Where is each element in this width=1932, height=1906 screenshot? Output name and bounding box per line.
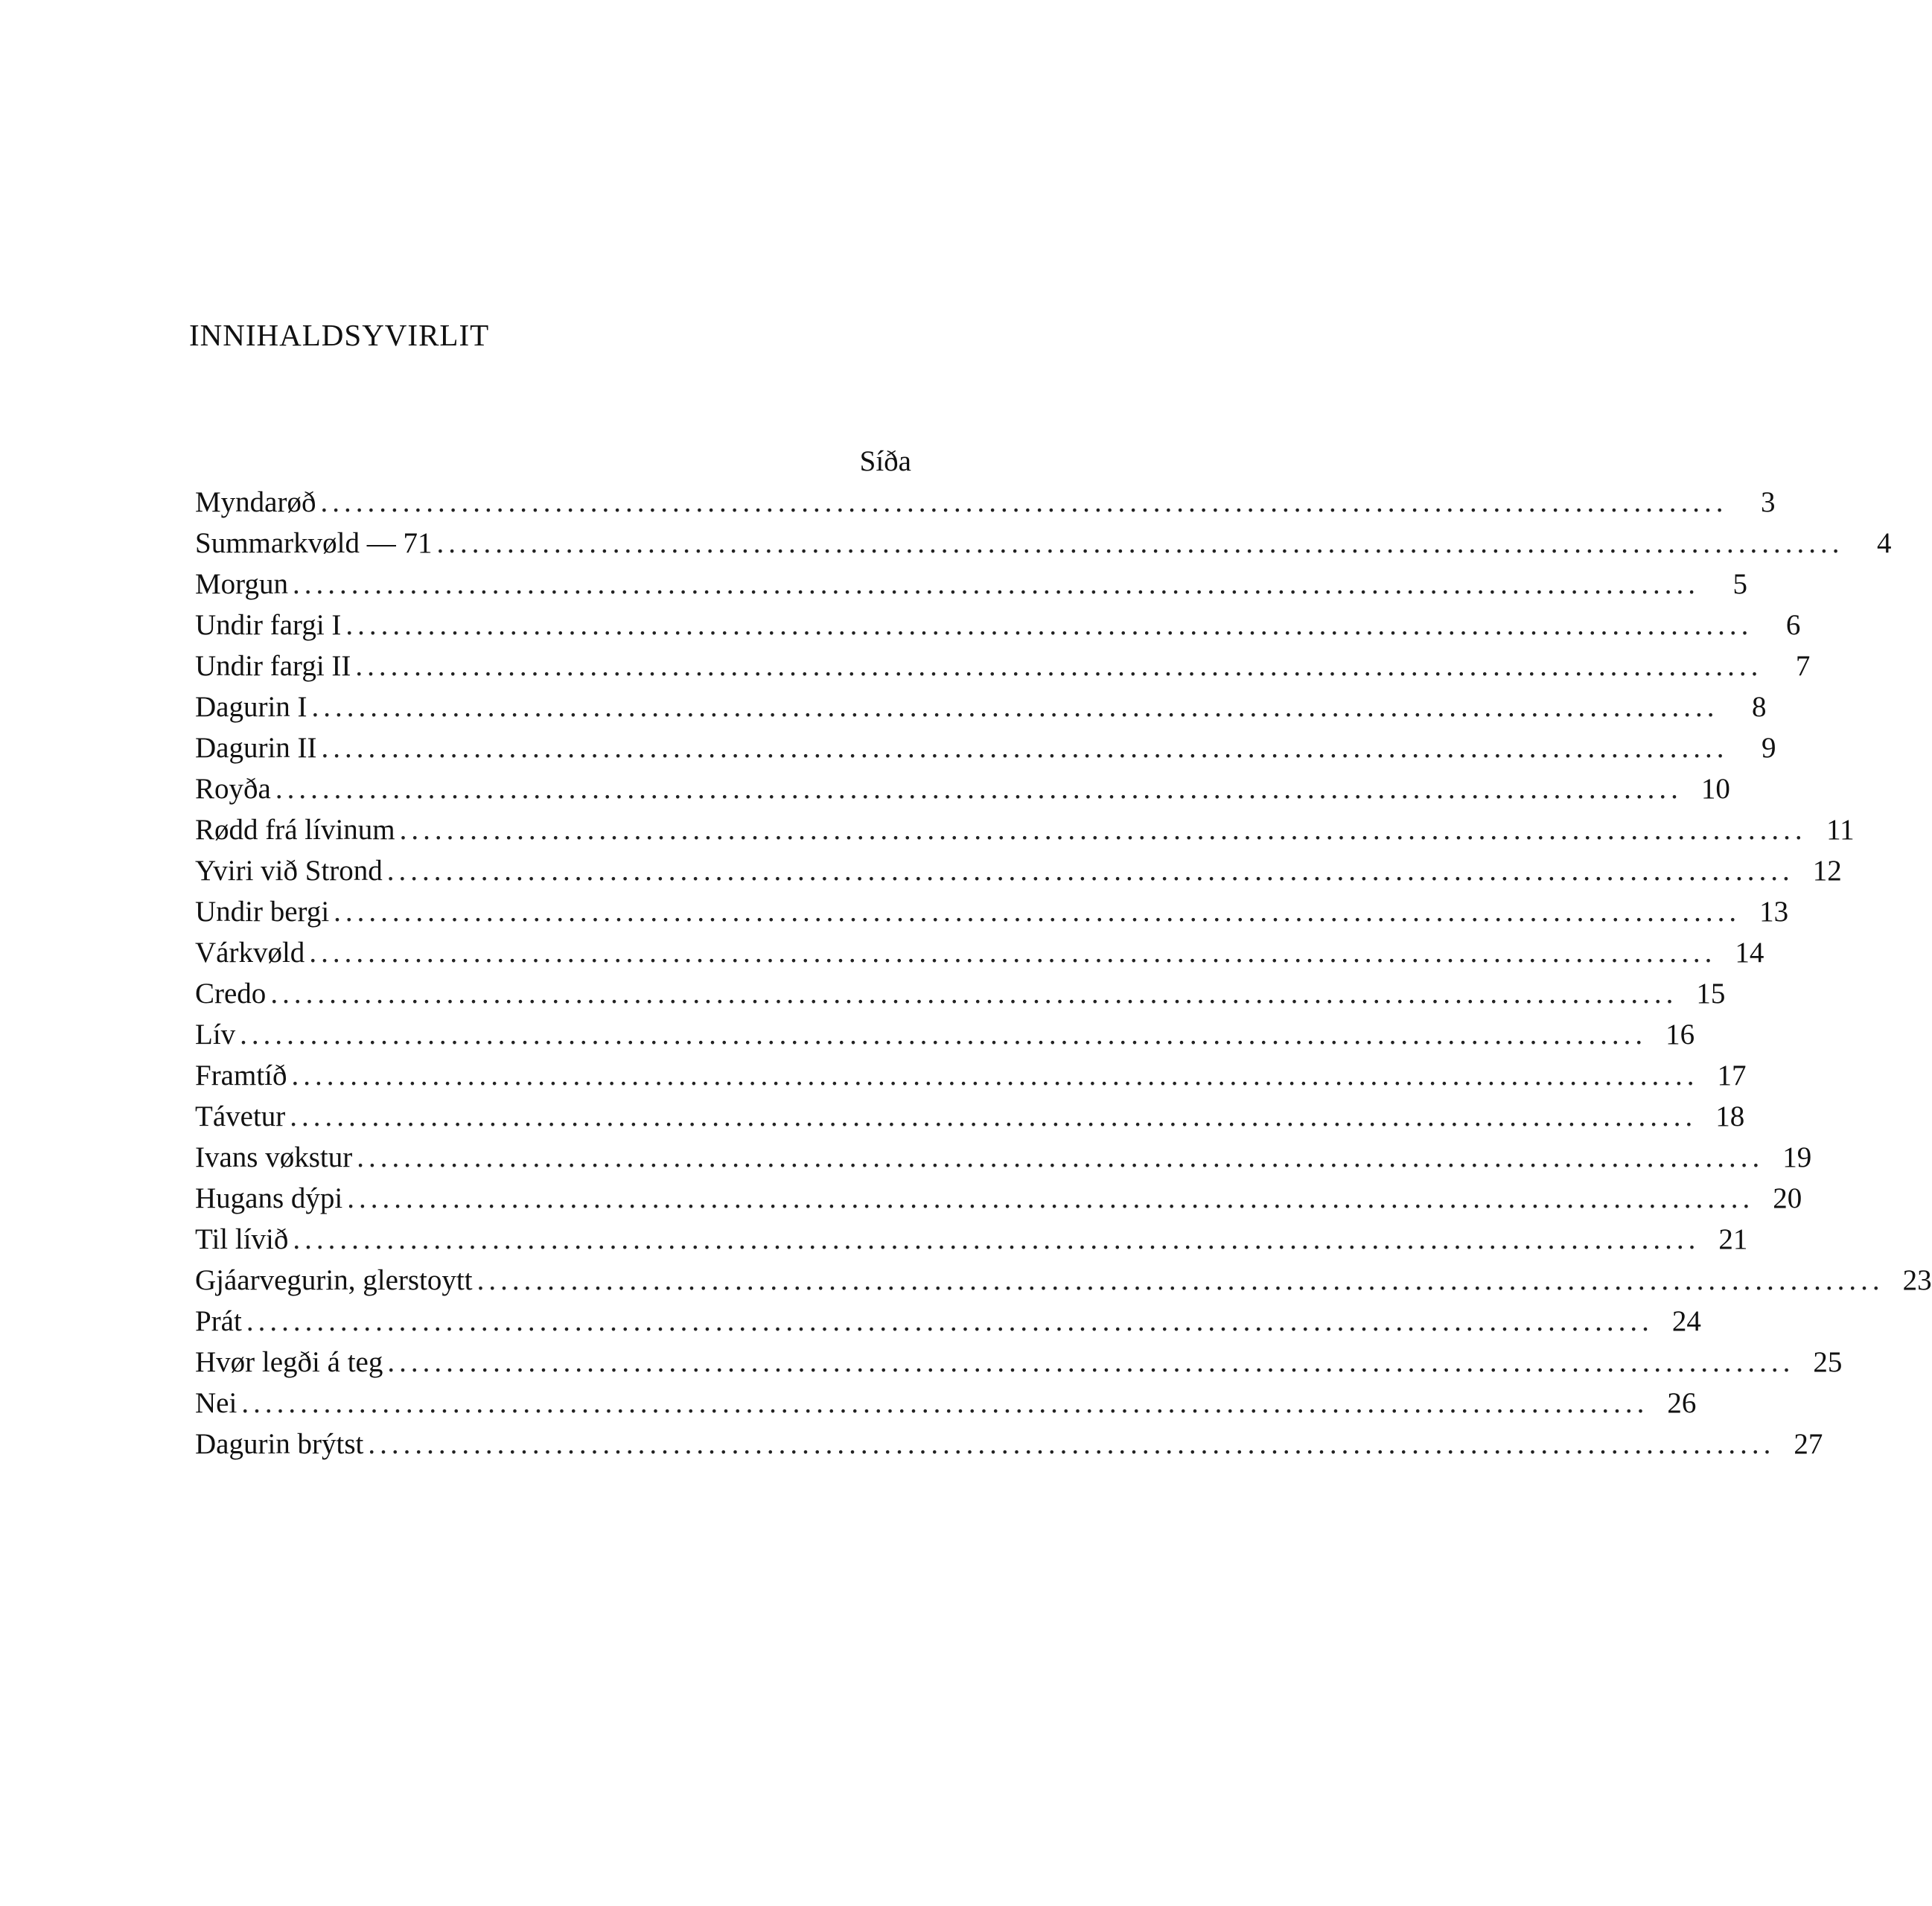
toc-entry-title: Nei bbox=[195, 1387, 237, 1419]
dot-leader: ........................................................................................................................ bbox=[399, 814, 1807, 846]
toc-entry-page: 21 bbox=[1718, 1223, 1748, 1255]
toc-entry-page: 20 bbox=[1773, 1182, 1802, 1214]
dot-leader: ........................................................................................................................ bbox=[309, 937, 1717, 969]
dot-leader: ........................................................................................................................ bbox=[311, 691, 1719, 723]
toc-entry-title: Ivans vøkstur bbox=[195, 1141, 353, 1173]
toc-entry-title: Undir fargi I bbox=[195, 609, 342, 641]
dot-leader: ........................................................................................................................ bbox=[387, 1346, 1795, 1378]
toc-entry bbox=[195, 1137, 1812, 1178]
dot-leader: ........................................................................................................................ bbox=[321, 732, 1729, 764]
dot-leader: ........................................................................................................................ bbox=[320, 486, 1728, 518]
dot-leader: ........................................................................................................................ bbox=[476, 1264, 1884, 1296]
toc-entry-page: 24 bbox=[1671, 1305, 1701, 1337]
table-of-contents bbox=[195, 441, 1932, 1464]
dot-leader: ........................................................................................................................ bbox=[293, 1223, 1700, 1255]
dot-leader: ........................................................................................................................ bbox=[275, 773, 1683, 805]
toc-entry bbox=[195, 1383, 1697, 1424]
toc-entry-page: 9 bbox=[1762, 732, 1776, 764]
toc-entry-page: 10 bbox=[1700, 773, 1730, 805]
toc-entry bbox=[195, 973, 1726, 1014]
toc-entry-page: 13 bbox=[1759, 896, 1789, 928]
dot-leader: ........................................................................................................................ bbox=[240, 1019, 1648, 1051]
toc-entry-page: 11 bbox=[1826, 814, 1855, 846]
toc-entry bbox=[195, 850, 1842, 891]
toc-entry-page: 7 bbox=[1795, 650, 1811, 682]
toc-entry-page: 26 bbox=[1667, 1387, 1697, 1419]
toc-entry bbox=[195, 1096, 1745, 1137]
toc-entry bbox=[195, 1342, 1843, 1383]
toc-entry-title: Prát bbox=[195, 1305, 242, 1337]
dot-leader: ........................................................................................................................ bbox=[347, 1182, 1755, 1214]
toc-entry bbox=[195, 768, 1730, 809]
toc-entry-page: 23 bbox=[1902, 1264, 1932, 1296]
toc-entry-title: Dagurin I bbox=[195, 691, 307, 723]
toc-entry-page: 16 bbox=[1665, 1019, 1695, 1051]
dot-leader: ........................................................................................................................ bbox=[241, 1387, 1649, 1419]
toc-entry-page: 27 bbox=[1794, 1428, 1823, 1460]
dot-leader: ........................................................................................................................ bbox=[368, 1428, 1776, 1460]
toc-entry-title: Gjáarvegurin, glerstoytt bbox=[195, 1264, 473, 1296]
toc-entry-title: Undir fargi II bbox=[195, 650, 351, 682]
dot-leader: ........................................................................................................................ bbox=[436, 527, 1844, 559]
toc-entry-title: Rødd frá lívinum bbox=[195, 814, 395, 846]
toc-entry bbox=[195, 564, 1747, 605]
toc-entry bbox=[195, 646, 1811, 686]
toc-entry bbox=[195, 809, 1855, 850]
toc-entry bbox=[195, 482, 1776, 523]
dot-leader: ........................................................................................................................ bbox=[345, 609, 1753, 641]
toc-entry-title: Dagurin brýtst bbox=[195, 1428, 364, 1460]
toc-entry-title: Framtíð bbox=[195, 1059, 287, 1091]
toc-entry-page: 15 bbox=[1696, 978, 1726, 1010]
toc-entry bbox=[195, 605, 1801, 646]
toc-entry bbox=[195, 523, 1892, 564]
toc-entry-title: Yviri við Strond bbox=[195, 855, 383, 887]
toc-entry-page: 19 bbox=[1782, 1141, 1812, 1173]
toc-entry-page: 17 bbox=[1717, 1059, 1747, 1091]
toc-entry bbox=[195, 1178, 1802, 1219]
dot-leader: ........................................................................................................................ bbox=[292, 568, 1700, 600]
dot-leader: ........................................................................................................................ bbox=[334, 896, 1741, 928]
toc-entry-title: Credo bbox=[195, 978, 267, 1010]
toc-entry-title: Lív bbox=[195, 1019, 236, 1051]
toc-entry bbox=[195, 932, 1764, 973]
toc-entry-title: Hvør legði á teg bbox=[195, 1346, 383, 1378]
toc-entry-title: Hugans dýpi bbox=[195, 1182, 343, 1214]
toc-entry-title: Myndarøð bbox=[195, 486, 316, 518]
toc-entry bbox=[195, 1219, 1748, 1260]
toc-entry-page: 12 bbox=[1812, 855, 1842, 887]
toc-entry bbox=[195, 1424, 1823, 1464]
toc-entry bbox=[195, 727, 1776, 768]
toc-entry-page: 25 bbox=[1813, 1346, 1843, 1378]
dot-leader: ........................................................................................................................ bbox=[290, 1100, 1697, 1132]
toc-entry-title: Summarkvøld — 71 bbox=[195, 527, 433, 559]
toc-entry-title: Undir bergi bbox=[195, 896, 330, 928]
toc-entry-page: 5 bbox=[1732, 568, 1747, 600]
toc-entry bbox=[195, 1260, 1932, 1301]
dot-leader: ........................................................................................................................ bbox=[386, 855, 1794, 887]
toc-entry bbox=[195, 1055, 1747, 1096]
toc-entry-title: Várkvøld bbox=[195, 937, 305, 969]
dot-leader: ........................................................................................................................ bbox=[246, 1305, 1654, 1337]
dot-leader: ........................................................................................................................ bbox=[355, 650, 1763, 682]
dot-leader: ........................................................................................................................ bbox=[357, 1141, 1764, 1173]
toc-entry bbox=[195, 1301, 1701, 1342]
toc-entry-page: 18 bbox=[1715, 1100, 1745, 1132]
toc-entry bbox=[195, 686, 1767, 727]
toc-entry-page: 8 bbox=[1752, 691, 1767, 723]
page-column-header: Síða bbox=[859, 445, 911, 477]
toc-entry-page: 3 bbox=[1760, 486, 1776, 518]
toc-entry-title: Dagurin II bbox=[195, 732, 317, 764]
toc-entry-page: 6 bbox=[1785, 609, 1801, 641]
toc-entry-title: Távetur bbox=[195, 1100, 286, 1132]
toc-entry-page: 4 bbox=[1877, 527, 1892, 559]
toc-entry bbox=[195, 891, 1789, 932]
toc-entry-title: Royða bbox=[195, 773, 271, 805]
toc-entry-title: Morgun bbox=[195, 568, 288, 600]
dot-leader: ........................................................................................................................ bbox=[291, 1059, 1699, 1091]
dot-leader: ........................................................................................................................ bbox=[270, 978, 1678, 1010]
toc-entry-title: Til lívið bbox=[195, 1223, 289, 1255]
toc-entry-page: 14 bbox=[1735, 937, 1764, 969]
page-title: INNIHALDSYVIRLIT bbox=[189, 318, 490, 352]
toc-entry bbox=[195, 1014, 1695, 1055]
